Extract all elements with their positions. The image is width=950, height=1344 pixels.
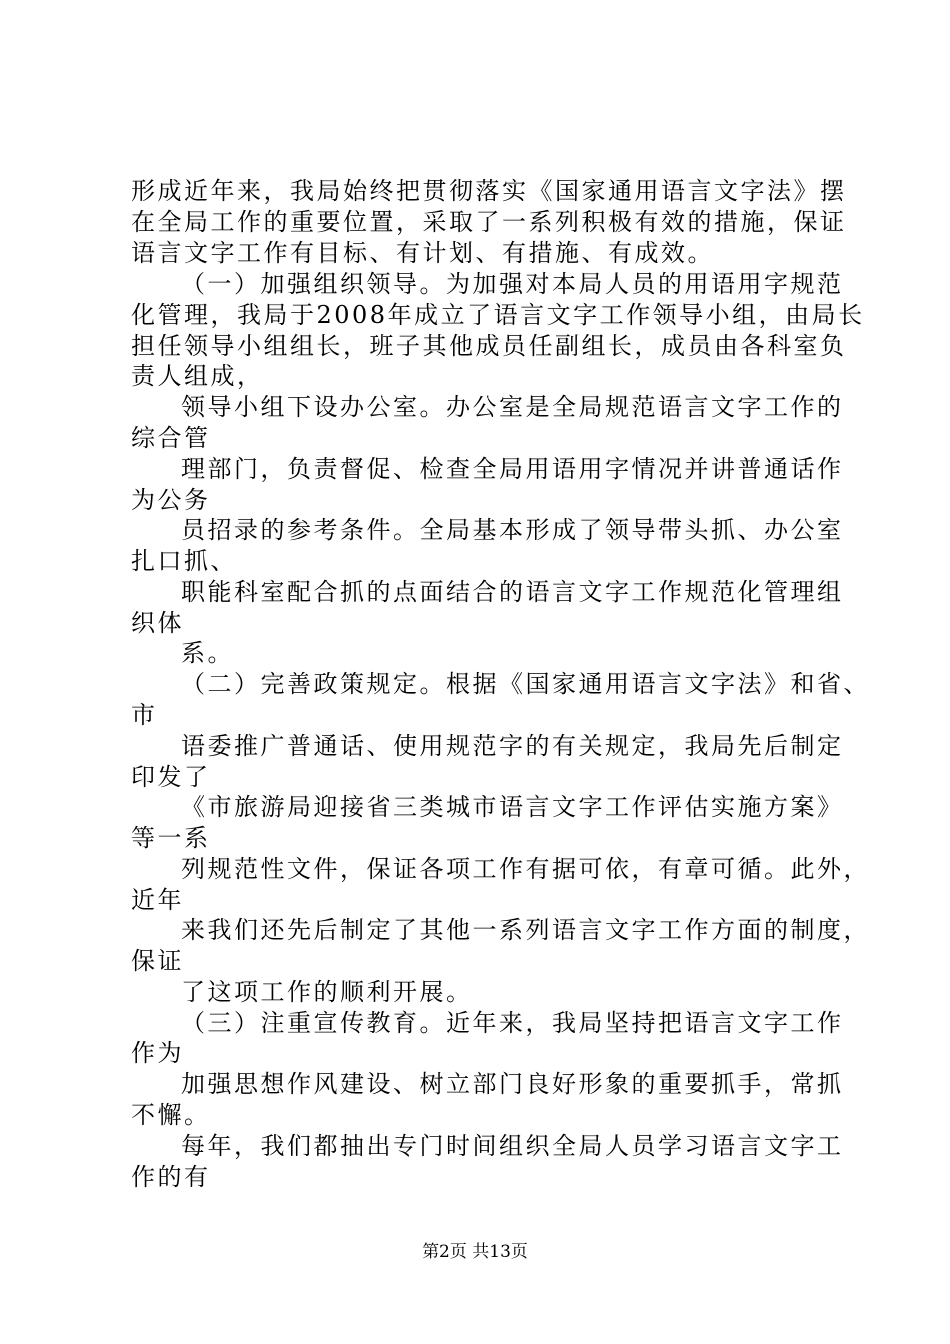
page-number-label: 第2页 共13页 [422,1242,528,1262]
text-line: 担任领导小组组长，班子其他成员任副组长，成员由各科室负 [131,332,847,360]
text-line: 语委推广普通话、使用规范字的有关规定，我局先后制定 [181,732,844,760]
text-line: 职能科室配合抓的点面结合的语言文字工作规范化管理组 [181,578,844,606]
text-line: 语言文字工作有目标、有计划、有措施、有成效。 [131,239,714,267]
text-line: （一）加强组织领导。为加强对本局人员的用语用字规范 [181,270,844,298]
text-line: 员招录的参考条件。全局基本形成了领导带头抓、办公室 [181,516,844,544]
text-line: 理部门，负责督促、检查全局用语用字情况并讲普通话作 [181,455,844,483]
text-line: 领导小组下设办公室。办公室是全局规范语言文字工作的 [181,393,844,421]
text-line: 综合管 [131,424,211,452]
text-line: 近年 [131,886,184,914]
text-line: 印发了 [131,763,211,791]
text-line: 等一系 [131,824,211,852]
text-line: 形成近年来，我局始终把贯彻落实《国家通用语言文字法》摆 [131,177,847,205]
text-line: 《市旅游局迎接省三类城市语言文字工作评估实施方案》 [181,793,844,821]
text-line: 市 [131,701,158,729]
text-line: 作为 [131,1039,184,1067]
text-line: 不懈。 [131,1101,211,1129]
text-line: 为公务 [131,486,211,514]
text-line: 责人组成， [131,362,264,390]
text-line: 织体 [131,609,184,637]
text-line: 作的有 [131,1163,211,1191]
text-line: 了这项工作的顺利开展。 [181,978,473,1006]
text-line: 来我们还先后制定了其他一系列语言文字工作方面的制度， [181,916,870,944]
text-line: 列规范性文件，保证各项工作有据可依，有章可循。此外， [181,855,870,883]
text-line: 化管理，我局于2008年成立了语言文字工作领导小组，由局长 [131,301,865,329]
text-line: 每年，我们都抽出专门时间组织全局人员学习语言文字工 [181,1132,844,1160]
page-footer [0,1240,950,1264]
text-line: （二）完善政策规定。根据《国家通用语言文字法》和省、 [181,670,870,698]
text-line: （三）注重宣传教育。近年来，我局坚持把语言文字工作 [181,1009,844,1037]
text-line: 在全局工作的重要位置，采取了一系列积极有效的措施，保证 [131,208,847,236]
text-line: 系。 [181,639,234,667]
text-line: 扎口抓、 [131,547,237,575]
text-line: 加强思想作风建设、树立部门良好形象的重要抓手，常抓 [181,1070,844,1098]
text-line: 保证 [131,947,184,975]
